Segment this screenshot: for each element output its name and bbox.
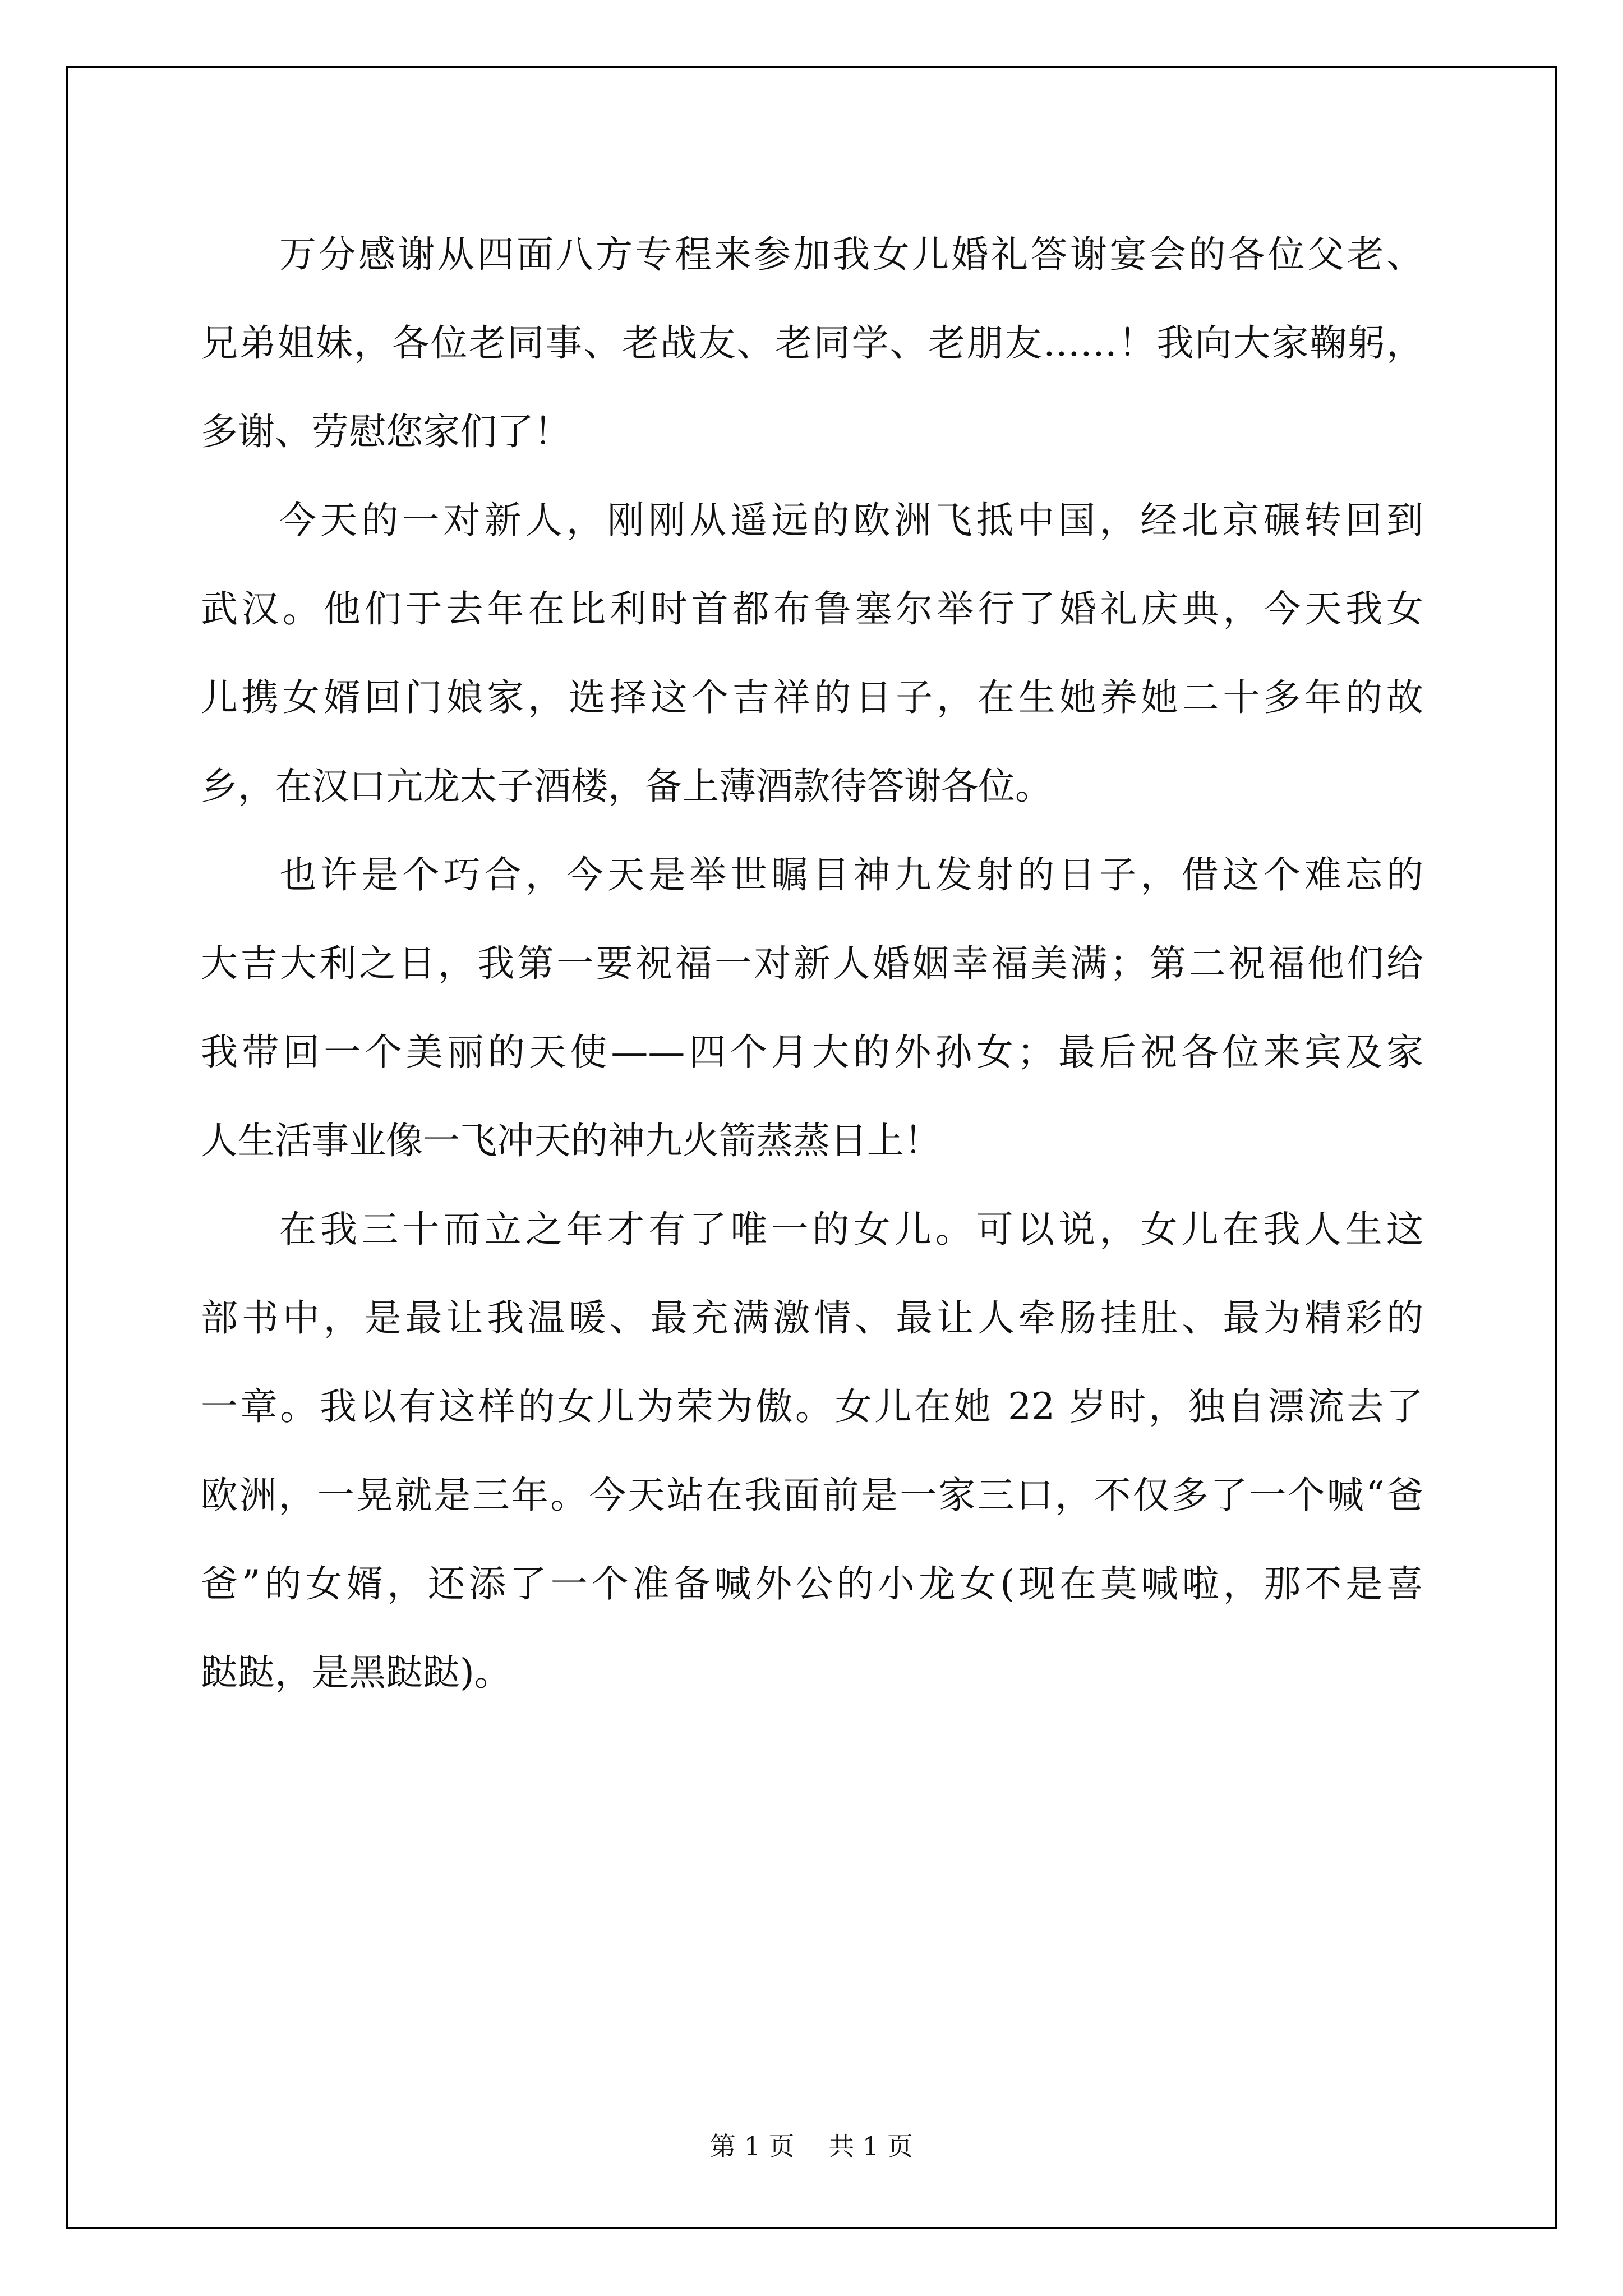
paragraph-1-line-1: 万分感谢从四面八方专程来参加我女儿婚礼答谢宴会的各位父老、 — [279, 233, 1423, 276]
document-body — [201, 210, 1423, 1717]
paragraph-4-line-3: 一章。我以有这样的女儿为荣为傲。女儿在她 22 岁时，独自漂流去了 — [201, 1385, 1423, 1428]
paragraph-1-line-3: 多谢、劳慰您家们了！ — [201, 410, 571, 453]
page-footer — [0, 2126, 1623, 2163]
paragraph-4-line-6: 跶跶，是黑跶跶)。 — [201, 1651, 511, 1694]
paragraph-2-line-3: 儿携女婿回门娘家，选择这个吉祥的日子，在生她养她二十多年的故 — [201, 676, 1423, 719]
paragraph-4-line-2: 部书中，是最让我温暖、最充满激情、最让人牵肠挂肚、最为精彩的 — [201, 1296, 1423, 1340]
paragraph-3-line-1: 也许是个巧合，今天是举世瞩目神九发射的日子，借这个难忘的 — [279, 853, 1423, 896]
paragraph-4-line-4: 欧洲，一晃就是三年。今天站在我面前是一家三口，不仅多了一个喊“爸 — [201, 1474, 1423, 1517]
paragraph-2-line-4: 乡，在汉口亢龙太子酒楼，备上薄酒款待答谢各位。 — [201, 765, 1052, 808]
paragraph-4-line-1: 在我三十而立之年才有了唯一的女儿。可以说，女儿在我人生这 — [279, 1208, 1423, 1251]
paragraph-4-line-5: 爸”的女婿，还添了一个准备喊外公的小龙女(现在莫喊啦，那不是喜 — [201, 1562, 1423, 1605]
paragraph-2-line-1: 今天的一对新人，刚刚从遥远的欧洲飞抵中国，经北京碾转回到 — [279, 499, 1423, 542]
paragraph-1-line-2: 兄弟姐妹，各位老同事、老战友、老同学、老朋友……！我向大家鞠躬， — [201, 321, 1423, 365]
page-number: 第 1 页 — [710, 2131, 795, 2161]
paragraph-2-line-2: 武汉。他们于去年在比利时首都布鲁塞尔举行了婚礼庆典，今天我女 — [201, 587, 1423, 631]
paragraph-3-line-3: 我带回一个美丽的天使——四个月大的外孙女；最后祝各位来宾及家 — [201, 1030, 1423, 1074]
paragraph-3-line-4: 人生活事业像一飞冲天的神九火箭蒸蒸日上！ — [201, 1119, 941, 1162]
page-total: 共 1 页 — [828, 2131, 913, 2161]
paragraph-3-line-2: 大吉大利之日，我第一要祝福一对新人婚姻幸福美满；第二祝福他们给 — [201, 942, 1423, 985]
